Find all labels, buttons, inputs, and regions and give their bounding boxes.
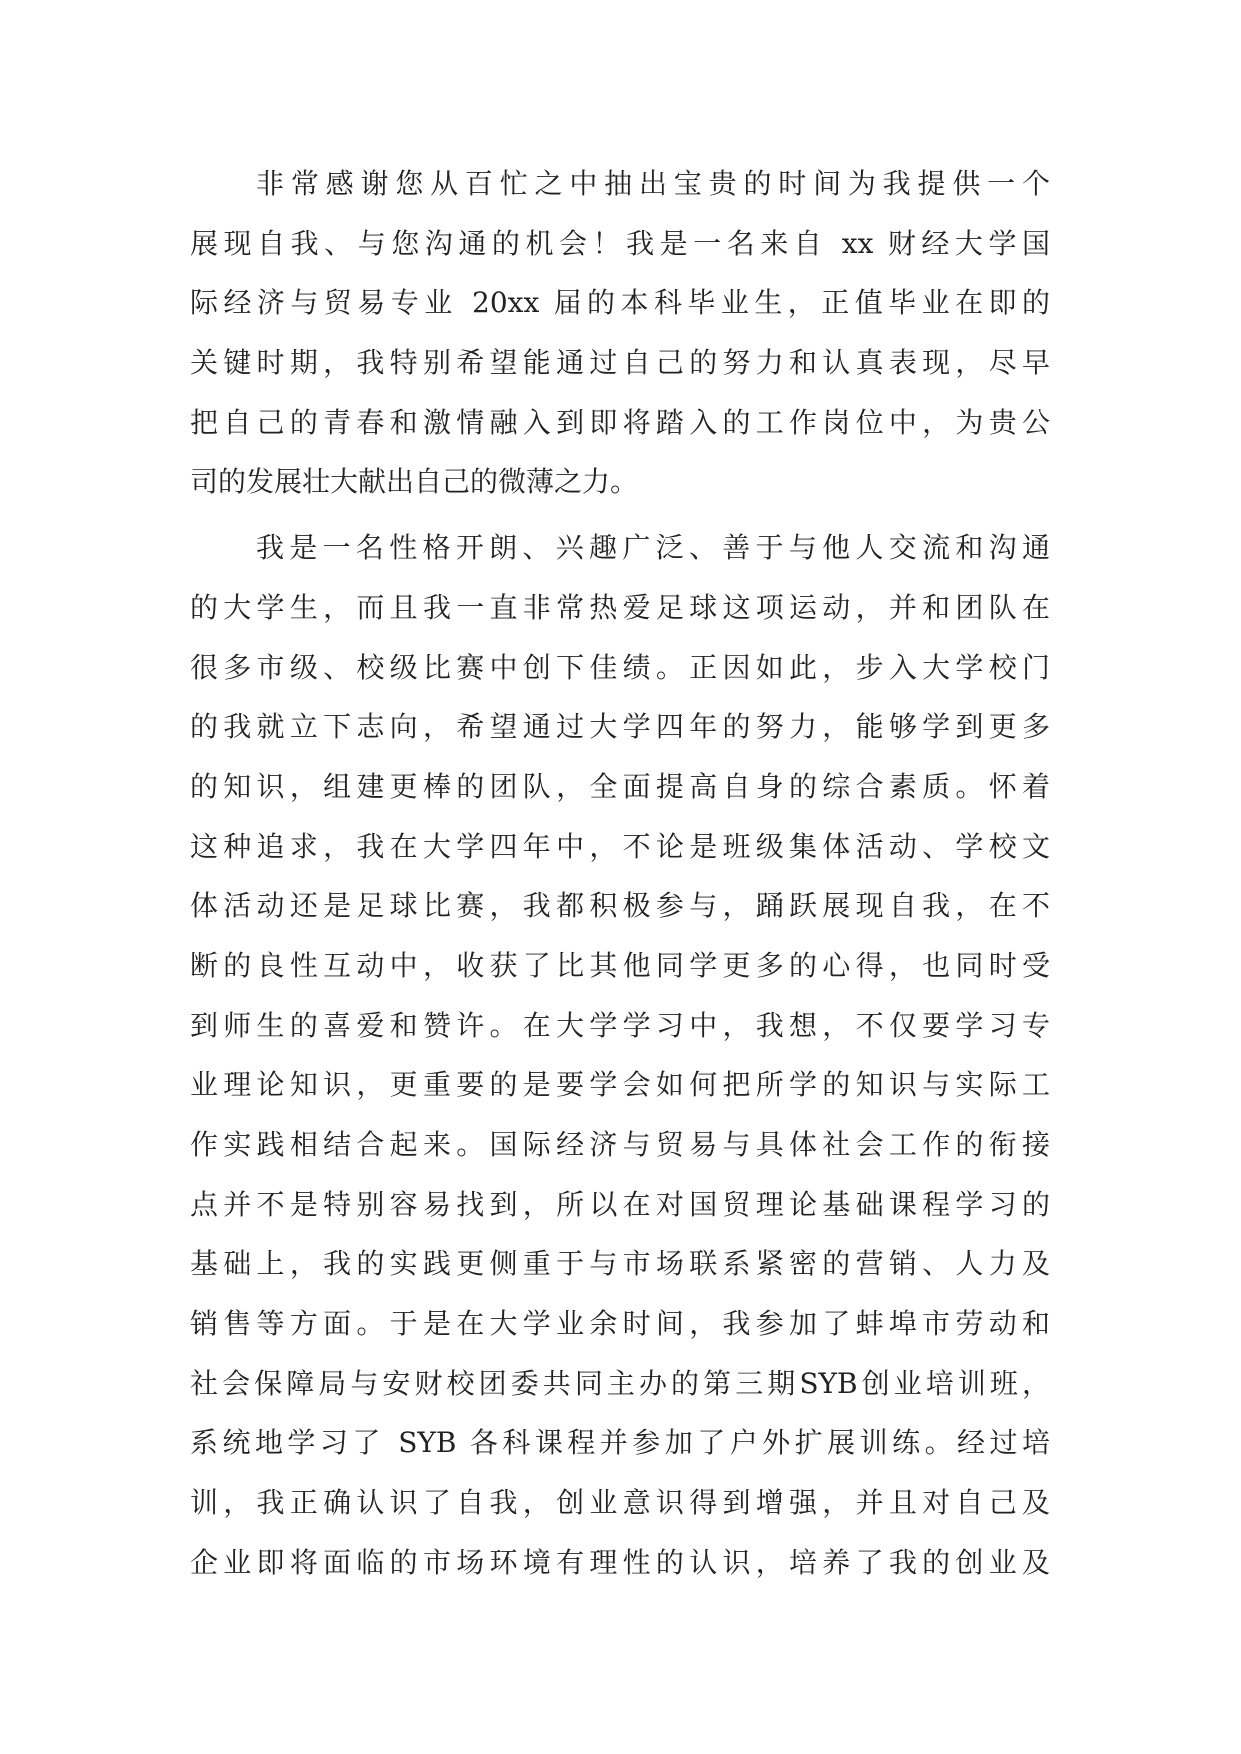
paragraph-2-line-9: 到师生的喜爱和赞许。在大学学习中，我想，不仅要学习专 (190, 1008, 1050, 1042)
paragraph-2-line-12: 点并不是特别容易找到，所以在对国贸理论基础课程学习的 (190, 1187, 1050, 1221)
paragraph-2-line-4: 的我就立下志向，希望通过大学四年的努力，能够学到更多 (190, 710, 1050, 744)
paragraph-2-line-16: 系统地学习了 SYB 各科课程并参加了户外扩展训练。经过培 (190, 1426, 1050, 1460)
paragraph-2-line-6: 这种追求，我在大学四年中，不论是班级集体活动、学校文 (190, 829, 1050, 863)
paragraph-2-line-18: 企业即将面临的市场环境有理性的认识，培养了我的创业及 (190, 1545, 1050, 1579)
paragraph-1-line-1: 非常感谢您从百忙之中抽出宝贵的时间为我提供一个 (256, 167, 1050, 200)
paragraph-2-line-1: 我是一名性格开朗、兴趣广泛、善于与他人交流和沟通 (256, 531, 1050, 565)
paragraph-2-line-15: 社会保障局与安财校团委共同主办的第三期SYB创业培训班， (190, 1366, 1050, 1400)
paragraph-1-line-6: 司的发展壮大献出自己的微薄之力。 (190, 465, 639, 499)
paragraph-1-line-5: 把自己的青春和激情融入到即将踏入的工作岗位中，为贵公 (190, 405, 1050, 439)
paragraph-2-line-3: 很多市级、校级比赛中创下佳绩。正因如此，步入大学校门 (190, 650, 1050, 684)
paragraph-2-line-10: 业理论知识，更重要的是要学会如何把所学的知识与实际工 (190, 1068, 1050, 1102)
paragraph-1-line-4: 关键时期，我特别希望能通过自己的努力和认真表现，尽早 (190, 346, 1050, 380)
paragraph-1-line-2: 展现自我、与您沟通的机会！我是一名来自 xx 财经大学国 (190, 226, 1050, 260)
paragraph-2-line-8: 断的良性互动中，收获了比其他同学更多的心得，也同时受 (190, 948, 1050, 982)
paragraph-1-line-3: 际经济与贸易专业 20xx 届的本科毕业生，正值毕业在即的 (190, 286, 1050, 320)
paragraph-2-line-14: 销售等方面。于是在大学业余时间，我参加了蚌埠市劳动和 (190, 1307, 1050, 1341)
paragraph-2-line-13: 基础上，我的实践更侧重于与市场联系紧密的营销、人力及 (190, 1247, 1050, 1281)
paragraph-2-line-7: 体活动还是足球比赛，我都积极参与，踊跃展现自我，在不 (190, 889, 1050, 923)
paragraph-2-line-2: 的大学生，而且我一直非常热爱足球这项运动，并和团队在 (190, 590, 1050, 624)
paragraph-2-line-17: 训，我正确认识了自我，创业意识得到增强，并且对自己及 (190, 1486, 1050, 1520)
paragraph-2-line-5: 的知识，组建更棒的团队，全面提高自身的综合素质。怀着 (190, 769, 1050, 803)
document-body (190, 154, 1050, 1593)
paragraph-2-line-11: 作实践相结合起来。国际经济与贸易与具体社会工作的衔接 (190, 1128, 1050, 1161)
